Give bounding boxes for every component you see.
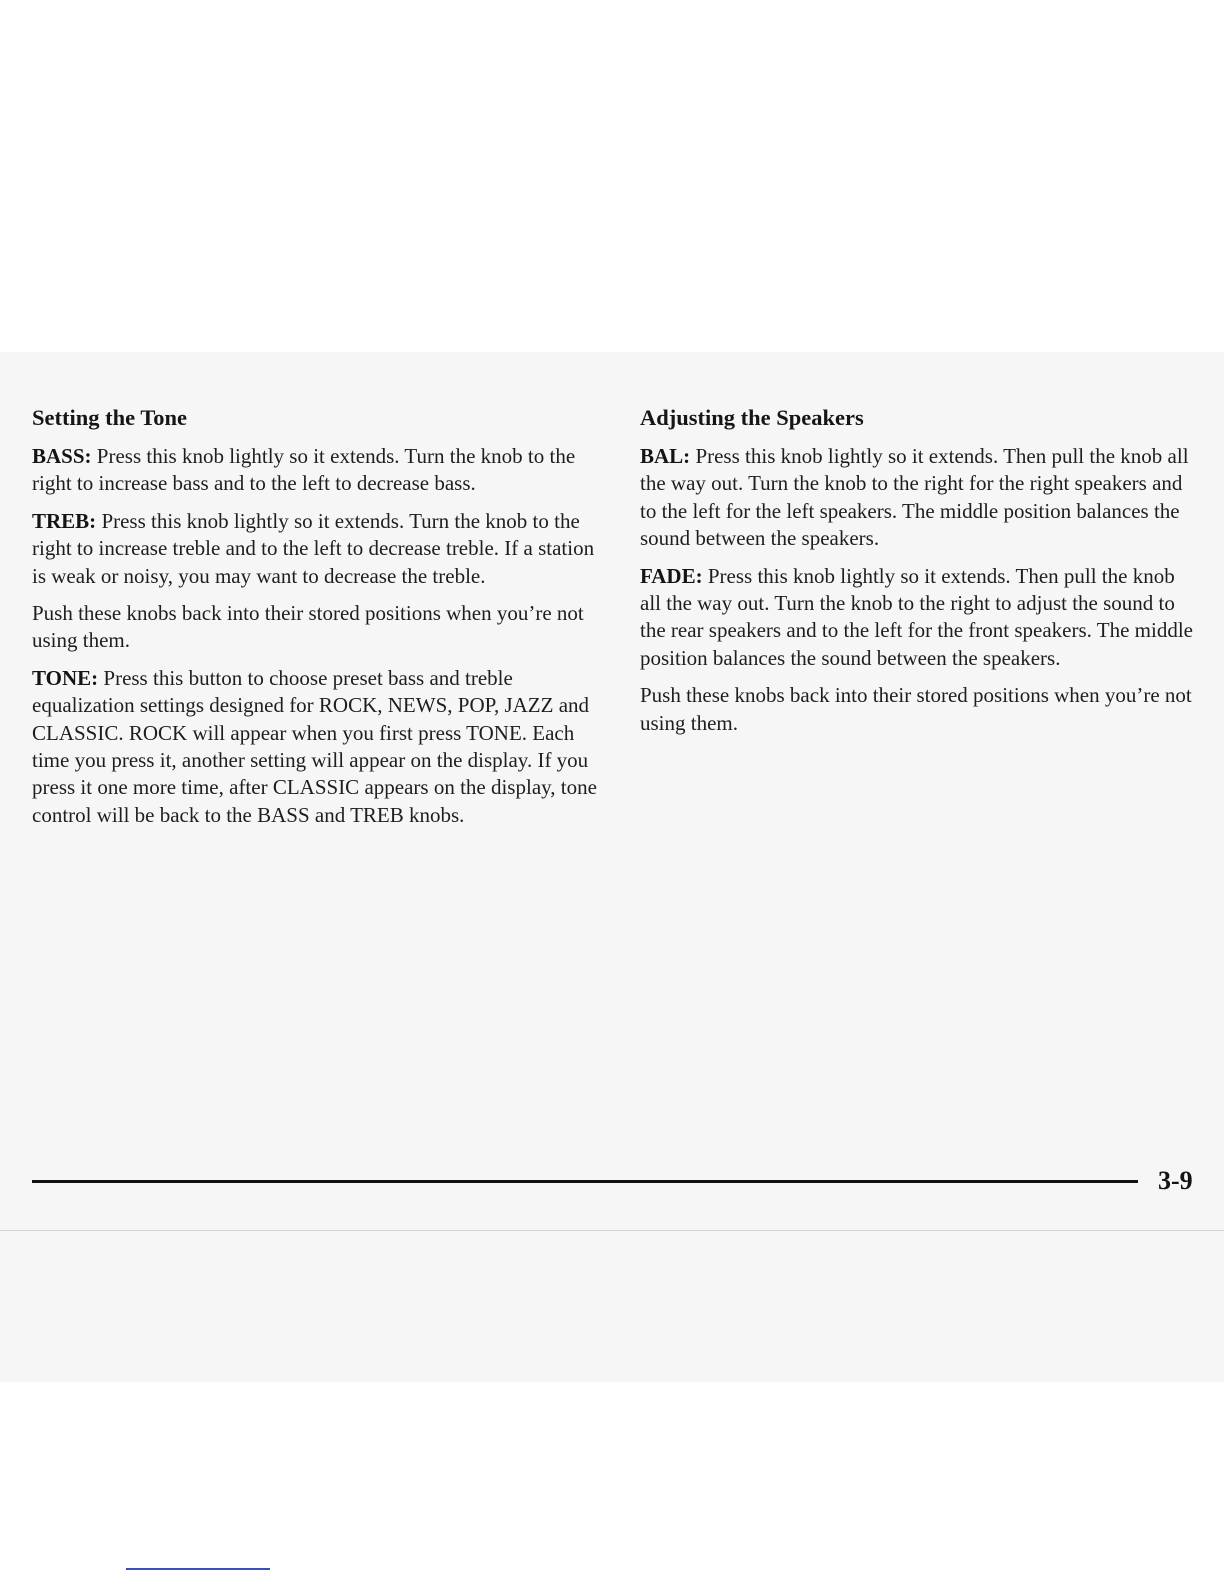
left-column bbox=[32, 404, 602, 839]
treb-paragraph bbox=[32, 508, 602, 590]
bal-paragraph bbox=[640, 443, 1200, 553]
treb-term: TREB: bbox=[32, 508, 97, 533]
footer-rule bbox=[32, 1180, 1138, 1183]
bass-term: BASS: bbox=[32, 444, 92, 468]
page-number: 3-9 bbox=[1158, 1166, 1193, 1195]
push-knobs-note-right: Push these knobs back into their stored positions when you’re not using them. bbox=[640, 683, 1192, 735]
fade-term: FADE: bbox=[640, 563, 703, 588]
right-column bbox=[640, 404, 1200, 747]
fade-text: Press this knob lightly so it extends. Then pull the knob all the way out. Turn the knob to the right to adjust the sound to the rear speakers and to the left for the front speakers. The middle position balances the sound between the speakers. bbox=[640, 563, 1193, 670]
bal-term: BAL: bbox=[640, 444, 691, 468]
tone-paragraph bbox=[32, 665, 602, 829]
bal-text: Press this knob lightly so it extends. Then pull the knob all the way out. Turn the knob to the right for the right speakers and to the left for the left speakers. The middle position balances the sound between the speakers. bbox=[640, 444, 1189, 551]
bass-text: Press this knob lightly so it extends. Turn the knob to the right to increase bass and to the left to decrease bass. bbox=[32, 444, 576, 496]
tone-term: TONE: bbox=[32, 665, 99, 690]
footer-link-underline bbox=[126, 1568, 270, 1570]
bass-paragraph bbox=[32, 443, 602, 498]
push-knobs-note-left: Push these knobs back into their stored positions when you’re not using them. bbox=[32, 601, 584, 653]
fade-paragraph bbox=[640, 563, 1200, 673]
section-heading-setting-the-tone: Setting the Tone bbox=[32, 405, 188, 430]
page-edge-line bbox=[0, 1230, 1224, 1231]
tone-text: Press this button to choose preset bass and treble equalization settings designed for ROCK, NEWS, POP, JAZZ and CLASSIC. ROCK will appear when you first press TONE. Each time you press it, another setting will appear on the display. If you press it one more time, after CLASSIC appears on the display, tone control will be back to the BASS and TREB knobs. bbox=[32, 665, 597, 827]
treb-text: Press this knob lightly so it extends. Turn the knob to the right to increase treble and to the left to decrease treble. If a station is weak or noisy, you may want to decrease the treble. bbox=[32, 508, 595, 588]
section-heading-adjusting-the-speakers: Adjusting the Speakers bbox=[640, 405, 864, 430]
